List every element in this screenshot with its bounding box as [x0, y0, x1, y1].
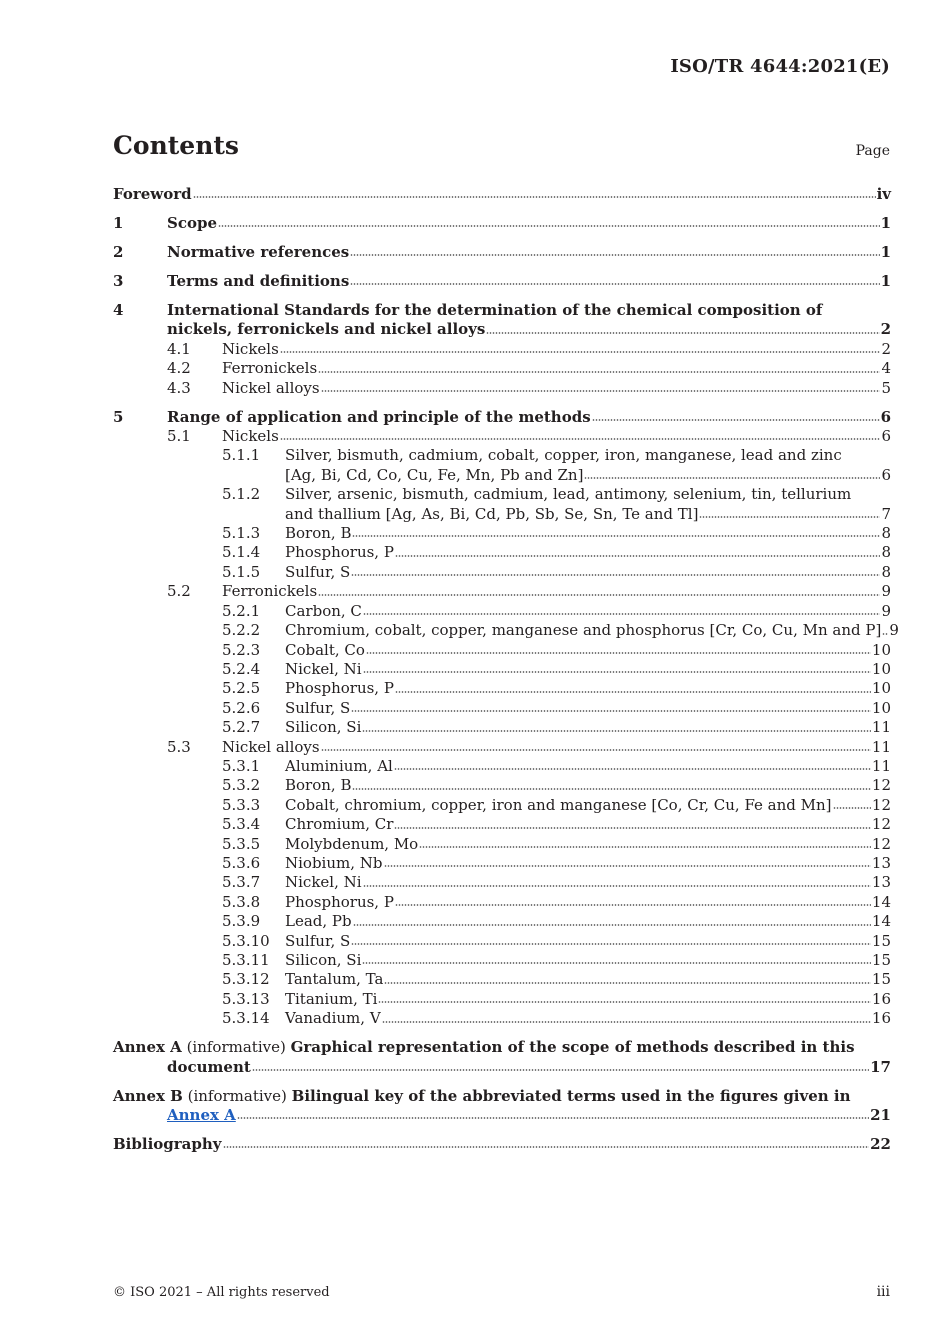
toc-page-number: 14	[871, 912, 891, 931]
toc-entry-5-3-12[interactable]	[113, 970, 891, 989]
dot-leader	[350, 253, 879, 257]
toc-number: 5.1.5	[222, 562, 261, 581]
toc-entry-5-2-6[interactable]	[113, 699, 891, 718]
dot-leader	[350, 282, 879, 286]
toc-page-number: 10	[871, 679, 891, 698]
toc-page-number: 11	[871, 737, 891, 756]
dot-leader	[193, 195, 876, 199]
dot-leader	[584, 476, 880, 480]
dot-leader	[395, 690, 871, 694]
toc-page-number: 8	[881, 524, 891, 543]
toc-page-number: 1	[880, 214, 891, 232]
toc-number: 5.3.12	[222, 970, 270, 989]
toc-entry-5-3-4[interactable]	[113, 815, 891, 834]
annex-a-link[interactable]: Annex A	[167, 1106, 236, 1125]
toc-page-number: 6	[880, 407, 891, 426]
toc-entry-5-2-5[interactable]	[113, 679, 891, 698]
toc-label: Carbon, C	[285, 601, 362, 620]
toc-entry-5-1-1[interactable]	[113, 446, 891, 485]
toc-number: 5.3.5	[222, 834, 261, 853]
toc-number: 4.3	[167, 378, 191, 397]
toc-label: Phosphorus, P	[285, 679, 394, 698]
toc-page-number: 15	[871, 931, 891, 950]
dot-leader	[394, 826, 870, 830]
annex-a-title-line2: document	[167, 1057, 251, 1076]
dot-leader	[223, 1145, 870, 1149]
toc-page-number: 12	[871, 834, 891, 853]
toc-number: 5.3.4	[222, 815, 261, 834]
toc-label: Sulfur, S	[285, 562, 351, 581]
toc-number: 5.2.1	[222, 601, 261, 620]
toc-entry-4-1[interactable]	[113, 340, 891, 359]
toc-number: 5.1.4	[222, 543, 261, 562]
toc-label-line1: Silver, arsenic, bismuth, cadmium, lead, antimony, selenium, tin, tellurium	[285, 485, 852, 504]
dot-leader	[362, 729, 871, 733]
toc-label: Chromium, cobalt, copper, manganese and phosphorus [Cr, Co, Cu, Mn and P]	[285, 621, 882, 640]
toc-page-number: 22	[870, 1135, 891, 1154]
toc-page-number: 6	[881, 427, 891, 446]
toc-entry-4-2[interactable]	[113, 359, 891, 378]
toc-number: 5.1.3	[222, 524, 261, 543]
dot-leader	[352, 534, 880, 538]
toc-entry-5-2-1[interactable]	[113, 602, 891, 621]
toc-number: 5.3.6	[222, 853, 261, 872]
toc-number: 5.3.2	[222, 776, 261, 795]
toc-entry-scope[interactable]	[113, 214, 891, 233]
toc-label: Bibliography	[113, 1135, 222, 1154]
toc-label: Nickel alloys	[222, 378, 320, 397]
toc-entry-5-1-4[interactable]	[113, 543, 891, 562]
toc-entry-international-standards[interactable]	[113, 301, 891, 340]
dot-leader	[280, 437, 881, 441]
annex-b-name: Annex B	[113, 1086, 183, 1105]
toc-number: 5.3.13	[222, 989, 270, 1008]
toc-number: 5.3.10	[222, 931, 270, 950]
toc-entry-5-3-11[interactable]	[113, 951, 891, 970]
dot-leader	[419, 845, 871, 849]
toc-label: Ferronickels	[222, 582, 318, 601]
toc-entry-5-3-14[interactable]	[113, 1009, 891, 1028]
page-number: iii	[876, 1284, 890, 1300]
toc-entry-annex-b[interactable]	[113, 1087, 891, 1126]
toc-label: Boron, B	[285, 524, 352, 543]
toc-number: 5.3.3	[222, 795, 261, 814]
dot-leader	[351, 573, 880, 577]
toc-label: Silicon, Si	[285, 951, 362, 969]
dot-leader	[321, 748, 871, 752]
toc-label: Cobalt, chromium, copper, iron and manganese [Co, Cr, Cu, Fe and Mn]	[285, 795, 832, 814]
toc-label-line1: International Standards for the determination of the chemical composition of	[167, 301, 823, 319]
page-column-label: Page	[855, 143, 890, 159]
toc-label: Range of application and principle of the methods	[167, 407, 591, 426]
toc-entry-5-3-13[interactable]	[113, 990, 891, 1009]
toc-page-number: 5	[881, 378, 891, 397]
toc-entry-5-3-nickel-alloys[interactable]	[113, 738, 891, 757]
toc-entry-foreword[interactable]	[113, 185, 891, 204]
toc-page-number: 9	[881, 601, 891, 620]
toc-label: Sulfur, S	[285, 931, 351, 950]
dot-leader	[384, 864, 871, 868]
toc-number: 4	[113, 301, 124, 319]
toc-number: 5.2.7	[222, 718, 261, 737]
toc-label-line2: nickels, ferronickels and nickel alloys	[167, 320, 486, 339]
toc-label: Nickel, Ni	[285, 659, 362, 678]
toc-entry-4-3[interactable]	[113, 379, 891, 398]
toc-number: 3	[113, 272, 124, 290]
dot-leader	[699, 515, 880, 519]
dot-leader	[384, 981, 870, 985]
toc-page-number: 7	[881, 504, 891, 523]
toc-label: Sulfur, S	[285, 698, 351, 717]
toc-entry-5-3-7[interactable]	[113, 873, 891, 892]
toc-label: Nickels	[222, 427, 279, 446]
toc-entry-range-of-application[interactable]	[113, 408, 891, 427]
toc-label: Ferronickels	[222, 359, 318, 378]
dot-leader	[252, 1068, 869, 1072]
toc-number: 4.1	[167, 339, 191, 358]
toc-entry-terms-and-definitions[interactable]	[113, 272, 891, 291]
toc-entry-5-2-3[interactable]	[113, 641, 891, 660]
toc-entry-5-3-6[interactable]	[113, 854, 891, 873]
annex-a-title-line1: Graphical representation of the scope of methods described in this	[290, 1038, 855, 1057]
toc-entry-5-2-7[interactable]	[113, 718, 891, 737]
dot-leader	[882, 632, 888, 636]
dot-leader	[592, 418, 880, 422]
toc-label-line2: and thallium [Ag, As, Bi, Cd, Pb, Sb, Se, Sn, Te and Tl]	[285, 504, 699, 523]
toc-entry-5-1-2[interactable]	[113, 485, 891, 524]
toc-entry-5-1-5[interactable]	[113, 563, 891, 582]
toc-page-number: 12	[871, 776, 891, 795]
toc-number: 5.2.4	[222, 659, 261, 678]
dot-leader	[321, 389, 881, 393]
toc-page-number: 10	[871, 659, 891, 678]
dot-leader	[352, 787, 870, 791]
toc-number: 4.2	[167, 359, 191, 378]
table-of-contents	[113, 185, 899, 1154]
dot-leader	[395, 903, 871, 907]
toc-label: Molybdenum, Mo	[285, 834, 419, 853]
toc-number: 5	[113, 407, 124, 426]
toc-number: 5.3.11	[222, 951, 270, 969]
contents-title: Contents	[113, 131, 240, 160]
toc-page-number: 9	[881, 582, 891, 601]
toc-label: Phosphorus, P	[285, 543, 394, 562]
toc-label: Chromium, Cr	[285, 815, 394, 834]
toc-entry-5-3-10[interactable]	[113, 932, 891, 951]
toc-entry-5-3-9[interactable]	[113, 912, 891, 931]
toc-section-5-1-subentries	[113, 524, 891, 582]
toc-label: Phosphorus, P	[285, 892, 394, 911]
toc-label: Nickel, Ni	[285, 873, 362, 892]
toc-number: 5.3.9	[222, 912, 261, 931]
dot-leader	[218, 224, 880, 228]
dot-leader	[486, 331, 879, 335]
toc-page-number: 6	[881, 465, 891, 484]
toc-entry-5-2-ferronickels[interactable]	[113, 582, 891, 601]
toc-page-number: 8	[881, 562, 891, 581]
dot-leader	[363, 612, 881, 616]
toc-entry-normative-references[interactable]	[113, 243, 891, 262]
toc-page-number: 13	[871, 873, 891, 892]
dot-leader	[318, 370, 880, 374]
dot-leader	[237, 1116, 869, 1120]
toc-page-number: 17	[870, 1057, 891, 1076]
toc-entry-5-3-2[interactable]	[113, 776, 891, 795]
toc-entry-5-2-2[interactable]	[113, 621, 899, 640]
toc-page-number: 16	[871, 989, 891, 1008]
toc-page-number: 12	[871, 795, 891, 814]
toc-page-number: 11	[871, 756, 891, 775]
dot-leader	[351, 709, 871, 713]
toc-section-5-3-subentries	[113, 757, 891, 1029]
dot-leader	[366, 651, 871, 655]
toc-label-line1: Silver, bismuth, cadmium, cobalt, copper, iron, manganese, lead and zinc	[285, 446, 842, 465]
toc-number: 5.2	[167, 582, 191, 601]
toc-number: 1	[113, 214, 124, 232]
toc-number: 5.2.3	[222, 640, 261, 659]
toc-page-number: 8	[881, 543, 891, 562]
dot-leader	[394, 767, 871, 771]
dot-leader	[833, 806, 871, 810]
toc-label: Foreword	[113, 185, 192, 203]
toc-entry-5-1-nickels[interactable]	[113, 427, 891, 446]
toc-number: 5.2.6	[222, 698, 261, 717]
toc-entry-5-3-3[interactable]	[113, 796, 891, 815]
annex-b-title-line1: Bilingual key of the abbreviated terms used in the figures given in	[291, 1086, 851, 1105]
dot-leader	[395, 554, 881, 558]
toc-label: Silicon, Si	[285, 718, 362, 737]
toc-number: 5.3.8	[222, 892, 261, 911]
toc-number: 5.2.2	[222, 621, 261, 640]
annex-a-name: Annex A	[113, 1038, 182, 1057]
toc-label: Terms and definitions	[167, 272, 350, 290]
toc-number: 5.3.1	[222, 756, 261, 775]
toc-label: Boron, B	[285, 776, 352, 795]
copyright-notice: © ISO 2021 – All rights reserved	[113, 1285, 330, 1300]
toc-page-number: 10	[871, 698, 891, 717]
toc-label: Nickels	[222, 339, 279, 358]
dot-leader	[353, 923, 871, 927]
toc-entry-5-3-5[interactable]	[113, 835, 891, 854]
dot-leader	[318, 593, 880, 597]
toc-number: 2	[113, 243, 124, 261]
toc-number: 5.3.14	[222, 1009, 270, 1028]
annex-a-type: (informative)	[181, 1038, 291, 1057]
toc-number: 5.3	[167, 737, 191, 756]
toc-page-number: 15	[871, 951, 891, 969]
toc-page-number: 16	[871, 1009, 891, 1028]
dot-leader	[378, 1000, 870, 1004]
toc-page-number: 1	[880, 272, 891, 290]
toc-label: Niobium, Nb	[285, 853, 383, 872]
dot-leader	[280, 350, 881, 354]
toc-entry-5-2-4[interactable]	[113, 660, 891, 679]
toc-label: Aluminium, Al	[285, 756, 393, 775]
toc-label: Lead, Pb	[285, 912, 352, 931]
annex-b-type: (informative)	[182, 1086, 292, 1105]
toc-number: 5.1.1	[222, 446, 261, 465]
toc-entry-5-3-1[interactable]	[113, 757, 891, 776]
toc-label: Cobalt, Co	[285, 640, 365, 659]
toc-page-number: 12	[871, 815, 891, 834]
dot-leader	[362, 961, 871, 965]
dot-leader	[363, 884, 871, 888]
toc-label: Scope	[167, 214, 218, 232]
toc-page-number: 2	[880, 320, 891, 339]
toc-number: 5.2.5	[222, 679, 261, 698]
toc-label: Nickel alloys	[222, 737, 320, 756]
toc-page-number: 21	[870, 1106, 891, 1125]
dot-leader	[363, 670, 871, 674]
toc-page-number: iv	[876, 185, 891, 203]
toc-label: Tantalum, Ta	[285, 970, 384, 989]
toc-section-5-2-subentries	[113, 601, 899, 738]
toc-label: Vanadium, V	[285, 1009, 381, 1028]
toc-page-number: 13	[871, 853, 891, 872]
toc-page-number: 14	[871, 892, 891, 911]
toc-page-number: 10	[871, 640, 891, 659]
toc-entry-5-1-3[interactable]	[113, 524, 891, 543]
toc-entry-bibliography[interactable]	[113, 1135, 891, 1154]
toc-page-number: 15	[871, 970, 891, 989]
toc-entry-annex-a[interactable]	[113, 1038, 891, 1077]
toc-page-number: 11	[871, 718, 891, 737]
toc-page-number: 2	[881, 339, 891, 358]
dot-leader	[382, 1020, 871, 1024]
toc-entry-5-3-8[interactable]	[113, 893, 891, 912]
document-id: ISO/TR 4644:2021(E)	[670, 56, 890, 77]
toc-page-number: 1	[880, 243, 891, 261]
toc-section-4-subentries	[113, 340, 891, 398]
toc-label: Titanium, Ti	[285, 989, 378, 1008]
dot-leader	[351, 942, 871, 946]
toc-page-number: 9	[889, 621, 899, 640]
toc-label-line2: [Ag, Bi, Cd, Co, Cu, Fe, Mn, Pb and Zn]	[285, 465, 584, 484]
toc-number: 5.1	[167, 427, 191, 446]
toc-number: 5.3.7	[222, 873, 261, 892]
toc-number: 5.1.2	[222, 485, 261, 504]
toc-label: Normative references	[167, 243, 350, 261]
toc-page-number: 4	[881, 359, 891, 378]
